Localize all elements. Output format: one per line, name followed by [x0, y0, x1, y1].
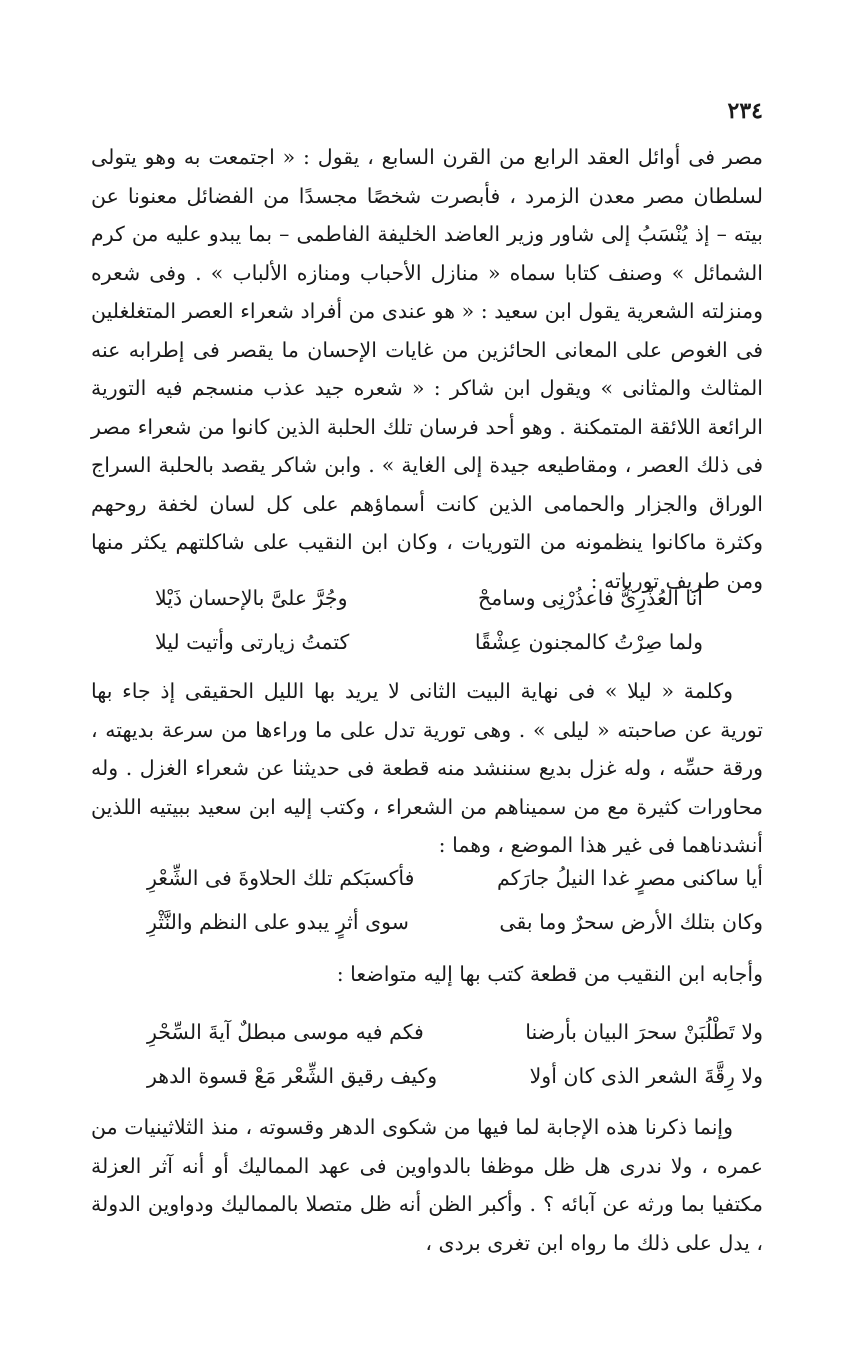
verse-first-hemistich: أيا ساكنى مصرٍ غدا النيلُ جارَكم [497, 866, 763, 890]
paragraph-block-2 [91, 672, 763, 865]
verse-second-hemistich: فأكسبَكم تلك الحلاوةَ فى الشِّعْرِ [147, 866, 415, 890]
verse-second-hemistich: وجُرَّ علىَّ بالإحسان ذَيْلا [155, 586, 348, 610]
paragraph-3: وأجابه ابن النقيب من قطعة كتب بها إليه متواضعا : [336, 962, 763, 986]
verse-second-hemistich: فكم فيه موسى مبطلٌ آيةَ السِّحْرِ [147, 1020, 424, 1044]
page-number: ٢٣٤ [727, 98, 763, 124]
verse-first-hemistich: وكان بتلك الأرض سحرٌ وما بقى [499, 910, 763, 934]
verse-line [147, 1054, 763, 1098]
paragraph-4: وإنما ذكرنا هذه الإجابة لما فيها من شكوى الدهر وقسوته ، منذ الثلاثينيات من عمره ، ولا ندرى هل ظل موظفا بالدواوين فى عهد المماليك أو أنه آثر العزلة مكتفيا بما ورثه عن آبائه ؟ . وأكبر الظن أنه ظل متصلا بالمماليك ودواوين الدولة ، يدل على ذلك ما رواه ابن تغرى بردى ، [91, 1115, 763, 1255]
verse-first-hemistich: ولا رِقَّةَ الشعر الذى كان أولا [529, 1064, 763, 1088]
verse-first-hemistich: ولا تَطْلُبَنْ سحرَ البيان بأرضنا [525, 1020, 763, 1044]
poem-1 [155, 576, 703, 664]
verse-line [147, 1010, 763, 1054]
paragraph-1: مصر فى أوائل العقد الرابع من القرن السابع ، يقول : « اجتمعت به وهو يتولى لسلطان مصر معدن الزمرد ، فأبصرت شخصًا مجسدًا من الفضائل معنونا عن بيته – إذ يُنْسَبُ إلى شاور وزير العاضد الخليفة الفاطمى – بما يبدو عليه من كرم الشمائل » وصنف كتابا سماه « منازل الأحباب ومنازه الألباب » . وفى شعره ومنزلته الشعرية يقول ابن سعيد : « هو عندى من أفراد شعراء العصر المتغلغلين فى الغوص على المعانى الحائزين من غايات الإحسان ما يقصر فى إطرابه عنه المثالث والمثانى » ويقول ابن شاكر : « شعره جيد عذب منسجم فيه التورية الرائعة اللائقة المتمكنة . وهو أحد فرسان تلك الحلبة الذين كانوا من شعراء مصر فى ذلك العصر ، ومقاطيعه جيدة إلى الغاية » . وابن شاكر يقصد بالحلبة السراج الوراق والجزار والحمامى الذين كانت أسماؤهم على كل لسان لخفة روحهم وكثرة ماكانوا ينظمونه من التوريات ، وكان ابن النقيب على شاكلتهم يكثر منها ومن طريف تورياته : [91, 145, 763, 593]
paragraph-block-3 [91, 955, 763, 994]
paragraph-block-1 [91, 138, 763, 600]
verse-line [147, 856, 763, 900]
verse-first-hemistich: أنا العُذْرِىُّ فاعذُرْنِى وسامحْ [478, 586, 703, 610]
poem-2 [147, 856, 763, 944]
verse-second-hemistich: سوى أثرٍ يبدو على النظم والنَّثْرِ [147, 910, 409, 934]
paragraph-2: وكلمة « ليلا » فى نهاية البيت الثانى لا يريد بها الليل الحقيقى إذ جاء بها تورية عن صاحبته « ليلى » . وهى تورية تدل على ما وراءها من سرعة بديهته ، ورقة حسِّه ، وله غزل بديع سننشد منه قطعة فى حديثنا عن شعراء الغزل . وله محاورات كثيرة مع من سميناهم من الشعراء ، وكتب إليه ابن سعيد ببيتيه اللذين أنشدناهما فى غير هذا الموضع ، وهما : [91, 679, 763, 857]
verse-line [147, 900, 763, 944]
paragraph-block-4 [91, 1108, 763, 1262]
verse-line [155, 576, 703, 620]
verse-second-hemistich: وكيف رقيق الشِّعْر مَعْ قسوة الدهر [147, 1064, 438, 1088]
verse-first-hemistich: ولما صِرْتُ كالمجنون عِشْقًا [474, 630, 703, 654]
poem-3 [147, 1010, 763, 1098]
verse-second-hemistich: كتمتُ زيارتى وأتيت ليلا [155, 630, 350, 654]
verse-line [155, 620, 703, 664]
